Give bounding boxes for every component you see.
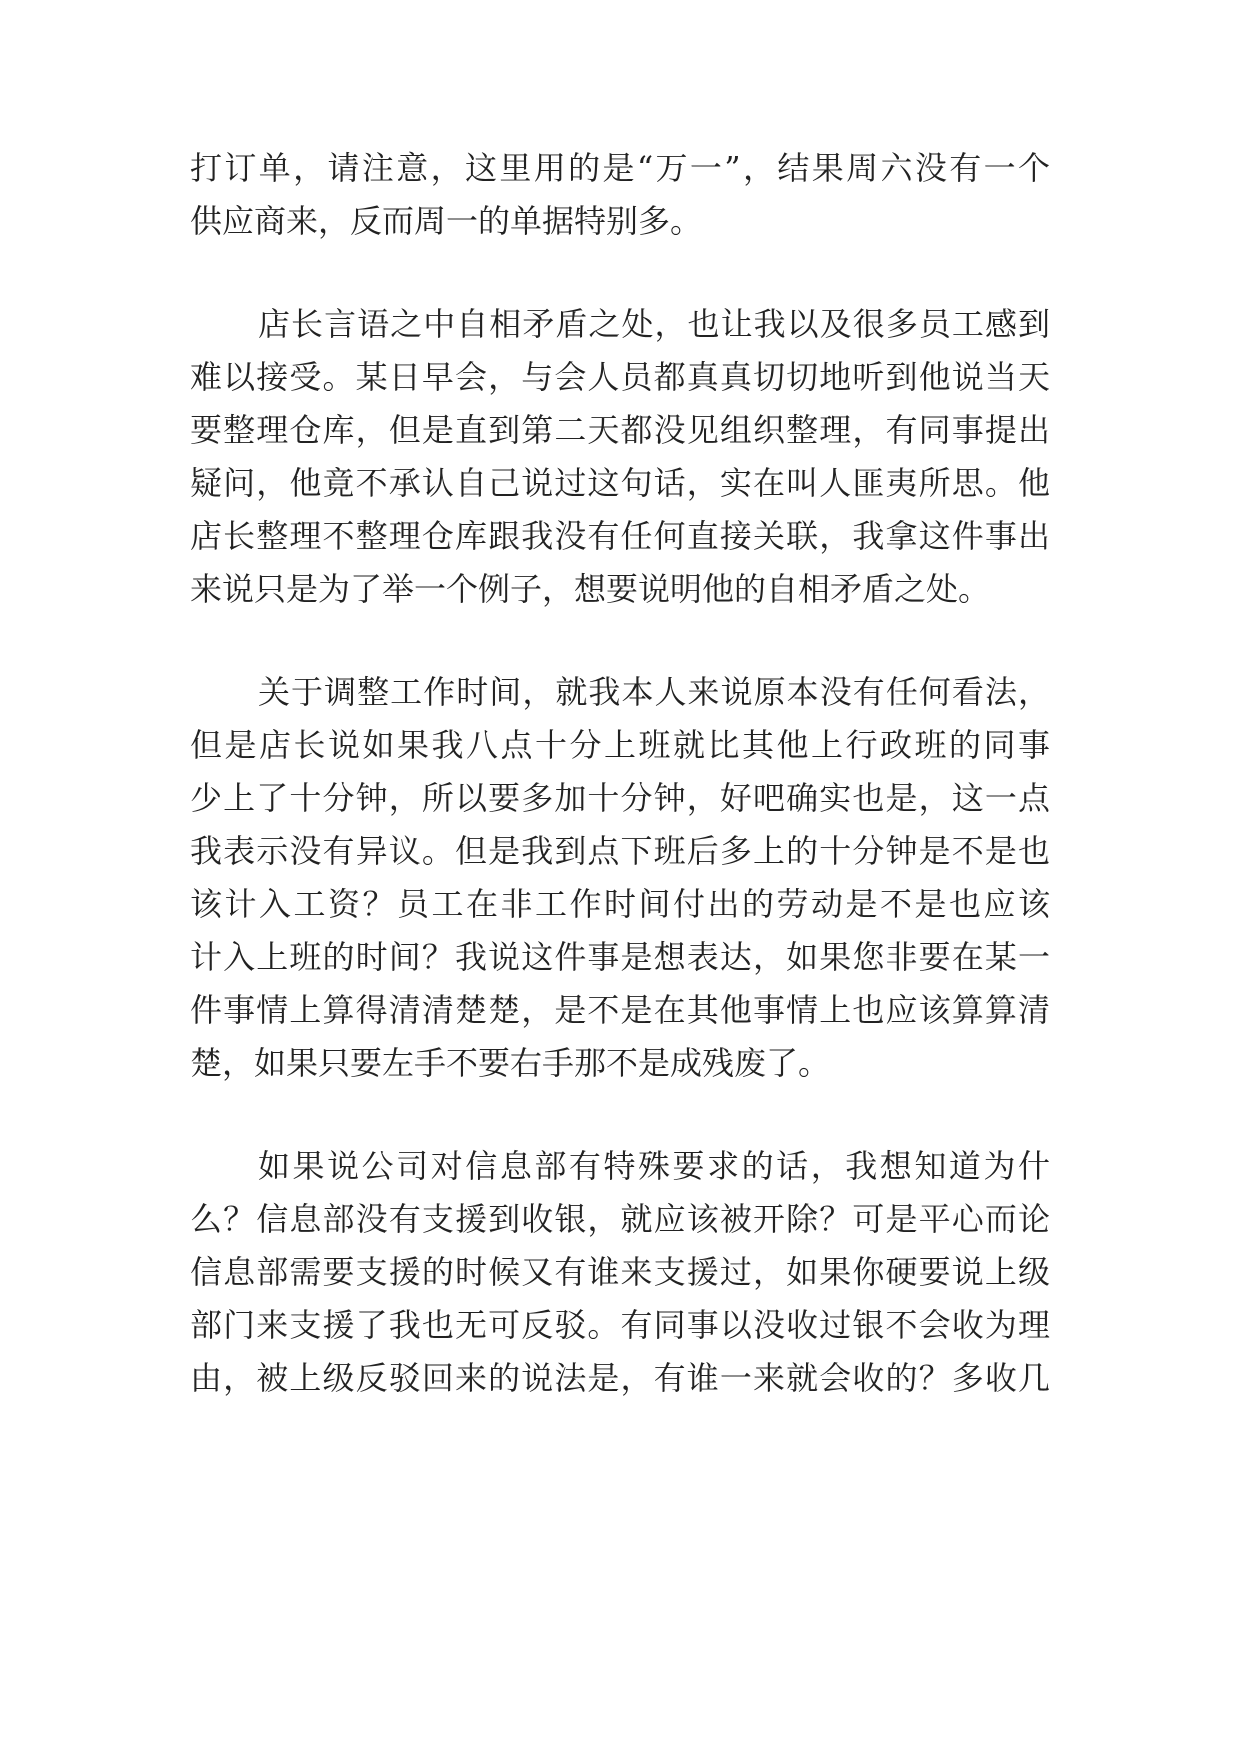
paragraph-2-line-5: 店长整理不整理仓库跟我没有任何直接关联，我拿这件事出 (190, 517, 1050, 555)
paragraph-2-line-6: 来说只是为了举一个例子，想要说明他的自相矛盾之处。 (190, 570, 991, 608)
paragraph-4-line-3: 信息部需要支援的时候又有谁来支援过，如果你硬要说上级 (190, 1253, 1050, 1291)
paragraph-2-line-1: 店长言语之中自相矛盾之处，也让我以及很多员工感到 (258, 305, 1050, 343)
paragraph-3-line-2: 但是店长说如果我八点十分上班就比其他上行政班的同事 (190, 726, 1050, 764)
paragraph-4-line-5: 由，被上级反驳回来的说法是，有谁一来就会收的？多收几 (190, 1359, 1050, 1397)
paragraph-3-line-1: 关于调整工作时间，就我本人来说原本没有任何看法， (258, 673, 1050, 711)
paragraph-3-line-3: 少上了十分钟，所以要多加十分钟，好吧确实也是，这一点 (190, 779, 1050, 817)
paragraph-3-line-5: 该计入工资？员工在非工作时间付出的劳动是不是也应该 (190, 885, 1050, 923)
paragraph-2-line-3: 要整理仓库，但是直到第二天都没见组织整理，有同事提出 (190, 411, 1050, 449)
paragraph-3-line-4: 我表示没有异议。但是我到点下班后多上的十分钟是不是也 (190, 832, 1050, 870)
paragraph-2-line-4: 疑问，他竟不承认自己说过这句话，实在叫人匪夷所思。他 (190, 464, 1050, 502)
paragraph-2-line-2: 难以接受。某日早会，与会人员都真真切切地听到他说当天 (190, 358, 1050, 396)
paragraph-4-line-1: 如果说公司对信息部有特殊要求的话，我想知道为什 (258, 1147, 1050, 1185)
paragraph-4-line-4: 部门来支援了我也无可反驳。有同事以没收过银不会收为理 (190, 1306, 1050, 1344)
paragraph-1-line-1: 打订单，请注意，这里用的是“万一”，结果周六没有一个 (190, 149, 1050, 187)
paragraph-3-line-8: 楚，如果只要左手不要右手那不是成残废了。 (190, 1044, 831, 1082)
paragraph-4-line-2: 么？信息部没有支援到收银，就应该被开除？可是平心而论 (190, 1200, 1050, 1238)
paragraph-1-line-2: 供应商来，反而周一的单据特别多。 (190, 202, 703, 240)
paragraph-3-line-7: 件事情上算得清清楚楚，是不是在其他事情上也应该算算清 (190, 991, 1050, 1029)
paragraph-3-line-6: 计入上班的时间？我说这件事是想表达，如果您非要在某一 (190, 938, 1050, 976)
